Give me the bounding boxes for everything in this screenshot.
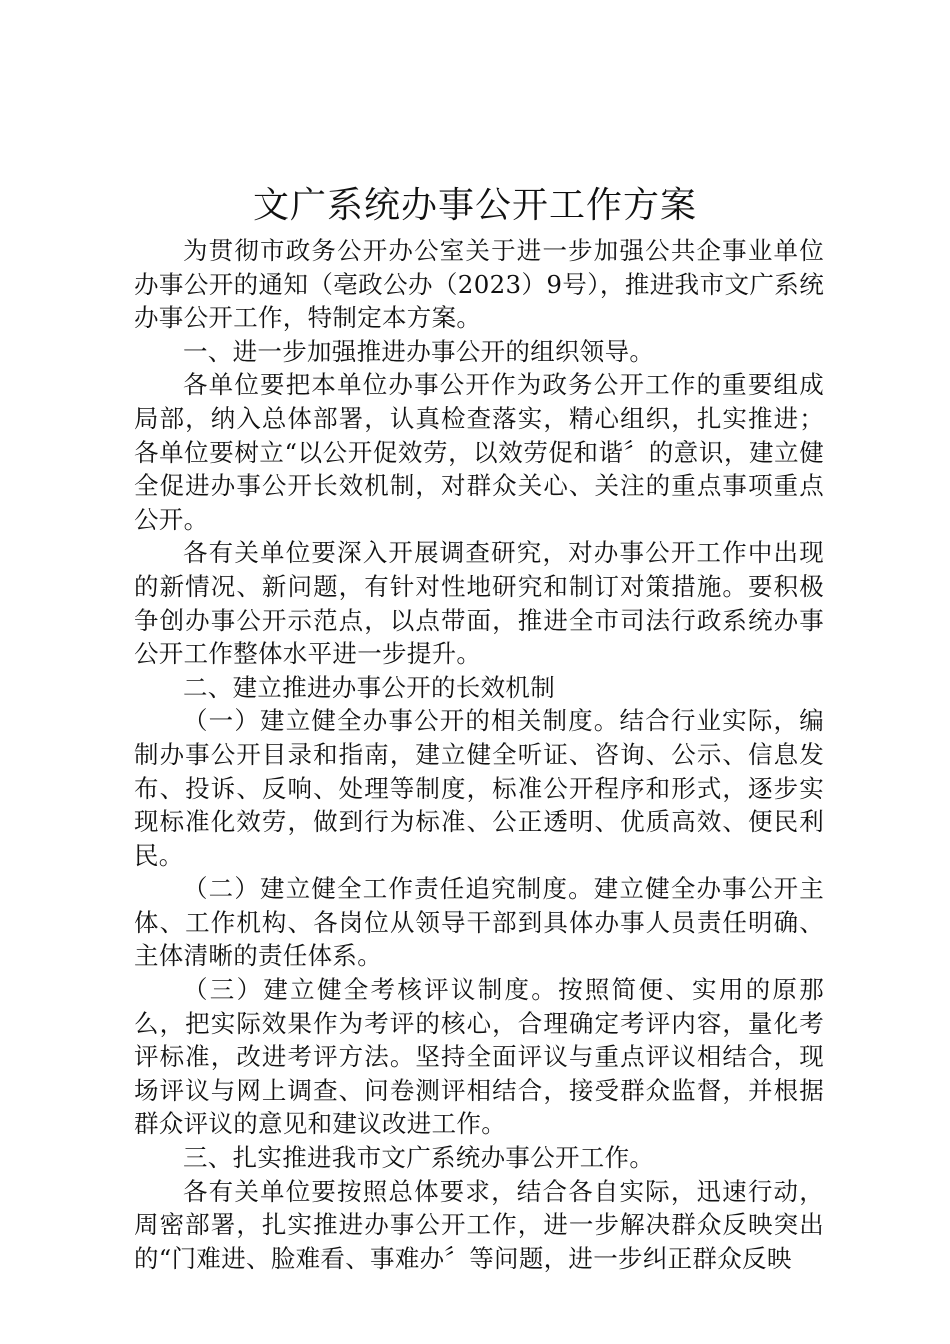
intro-paragraph: 为贯彻市政务公开办公室关于进一步加强公共企事业单位办事公开的通知（亳政公办（2023）9号），推进我市文广系统办事公开工作，特制定本方案。 — [134, 236, 824, 333]
section-heading-1: 一、进一步加强推进办事公开的组织领导。 — [183, 336, 655, 366]
body-paragraph: 各单位要把本单位办事公开作为政务公开工作的重要组成局部，纳入总体部署，认真检查落实，精心组织，扎实推进；各单位要树立“以公开促效劳，以效劳促和谐〞的意识，建立健全促进办事公开长效机制，对群众关心、关注的重点事项重点公开。 — [134, 370, 824, 534]
section-heading-3: 三、扎实推进我市文广系统办事公开工作。 — [183, 1143, 655, 1173]
document-title: 文广系统办事公开工作方案 — [252, 185, 697, 226]
body-paragraph: （二）建立健全工作责任追究制度。建立健全办事公开主体、工作机构、各岗位从领导干部到具体办事人员责任明确、主体清晰的责任体系。 — [134, 874, 824, 971]
body-paragraph: 各有关单位要按照总体要求，结合各自实际，迅速行动，周密部署，扎实推进办事公开工作，进一步解决群众反映突出的“门难进、脸难看、事难办〞等问题，进一步纠正群众反映 — [134, 1176, 824, 1273]
body-paragraph: （三）建立健全考核评议制度。按照简便、实用的原那么，把实际效果作为考评的核心，合理确定考评内容，量化考评标准，改进考评方法。坚持全面评议与重点评议相结合，现场评议与网上调查、问卷测评相结合，接受群众监督，并根据群众评议的意见和建议改进工作。 — [134, 975, 824, 1139]
body-paragraph: 各有关单位要深入开展调查研究，对办事公开工作中出现的新情况、新问题，有针对性地研究和制订对策措施。要积极争创办事公开示范点，以点带面，推进全市司法行政系统办事公开工作整体水平进一步提升。 — [134, 538, 824, 669]
document-body — [134, 234, 824, 1275]
body-paragraph: （一）建立健全办事公开的相关制度。结合行业实际，编制办事公开目录和指南，建立健全听证、咨询、公示、信息发布、投诉、反响、处理等制度，标准公开程序和形式，逐步实现标准化效劳，做到行为标准、公正透明、优质高效、便民利民。 — [134, 706, 824, 870]
section-heading-2: 二、建立推进办事公开的长效机制 — [183, 672, 555, 702]
